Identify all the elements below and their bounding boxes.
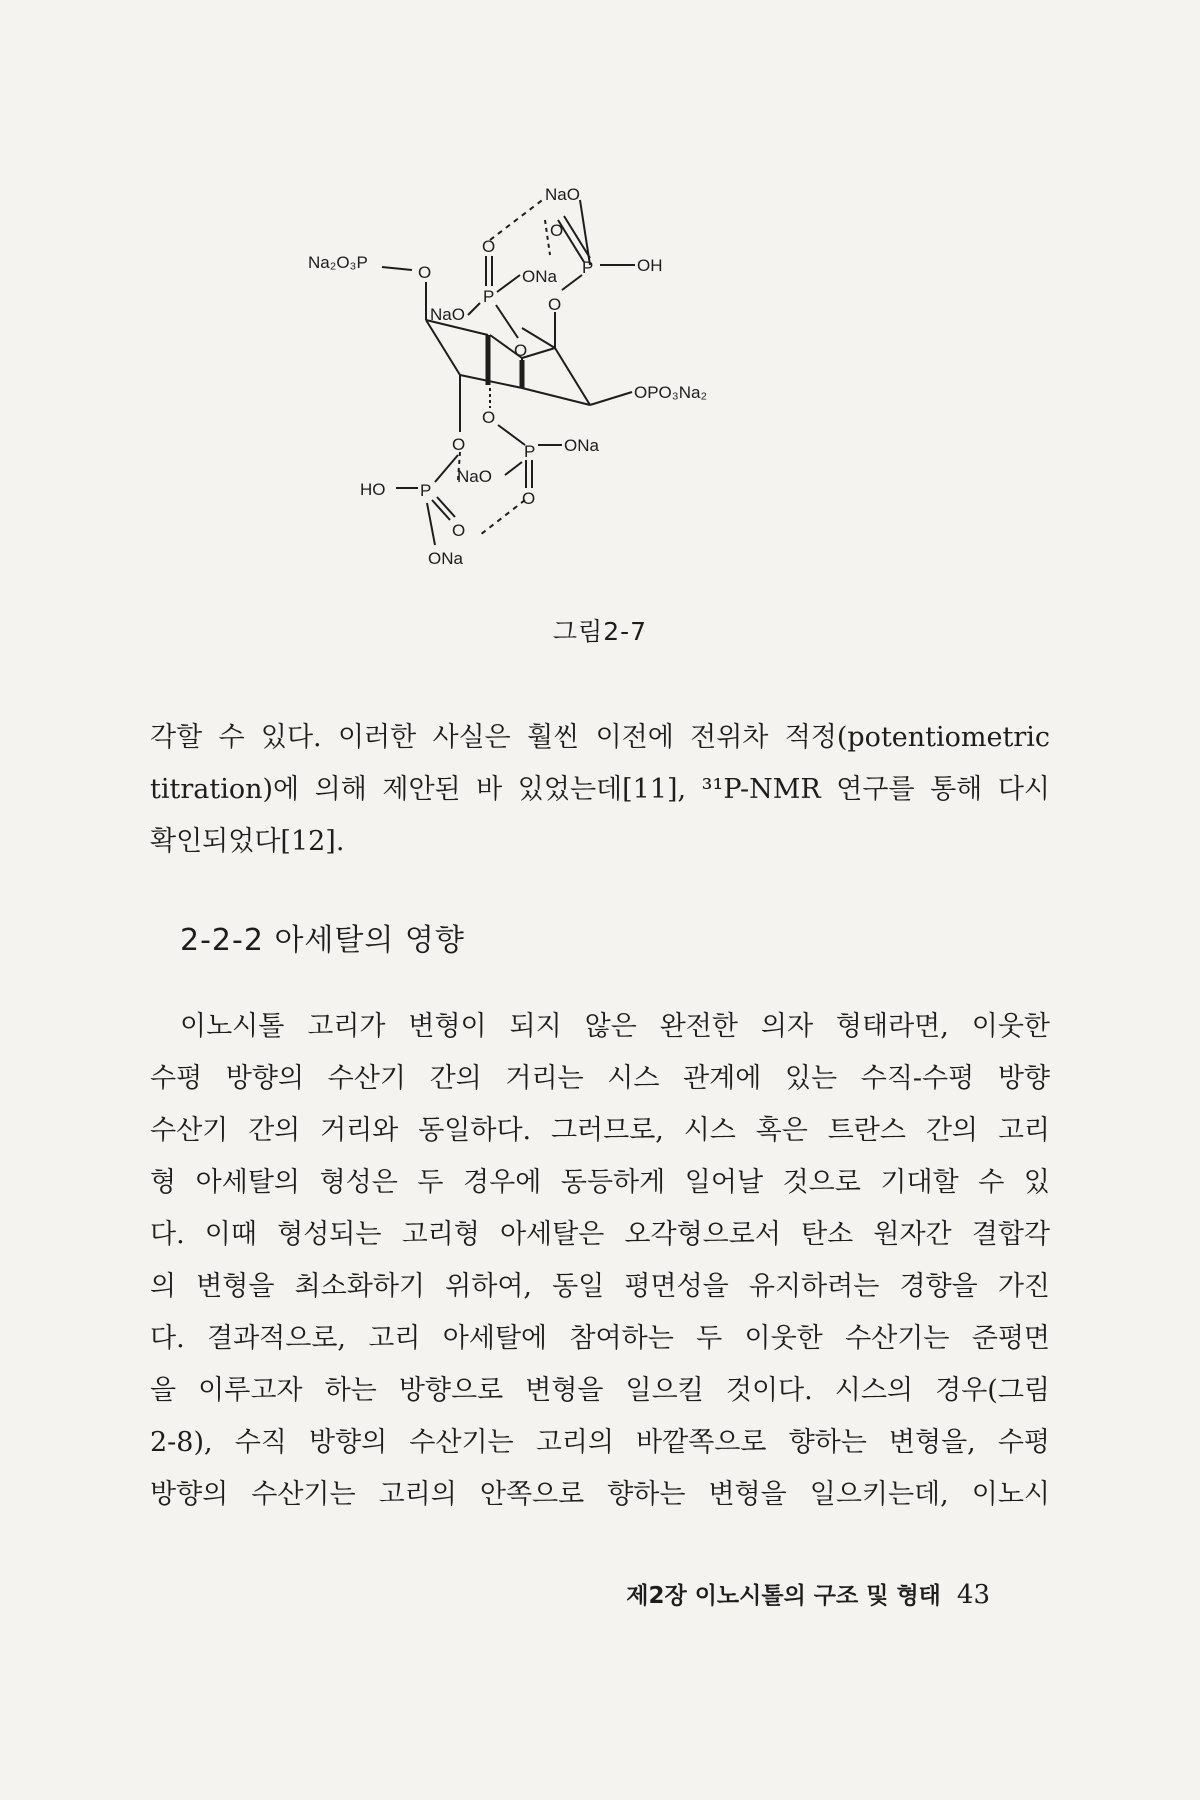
page-number: 43 [956,1580,990,1610]
label-ona-lower-right: ONa [564,436,599,455]
label-o-dbl-upper-right: O [550,221,564,240]
label-nao-top: NaO [545,185,580,204]
text-line: 수산기 간의 거리와 동일하다. 그러므로, 시스 혹은 트란스 간의 고리 [150,1115,1050,1146]
bond [505,462,522,475]
label-p-upper-right: P [582,258,594,277]
label-nao-lower: NaO [457,467,492,486]
label-oh: OH [637,256,663,275]
label-ona-upper: ONa [522,267,557,286]
text-line: 다. 결과적으로, 고리 아세탈에 참여하는 두 이웃한 수산기는 준평면 [150,1323,1050,1354]
label-o-ring-upper-mid: O [514,341,528,360]
bond [427,503,435,545]
label-ona-bottom: ONa [428,549,463,568]
label-o-dbl-upper-mid: O [482,237,496,256]
page-footer [626,1577,990,1610]
text-line: 형 아세탈의 형성은 두 경우에 동등하게 일어날 것으로 기대할 수 있 [150,1167,1050,1198]
label-o-ring-lower-left: O [452,435,466,454]
ring-bond [460,375,522,388]
text-line: 이노시톨 고리가 변형이 되지 않은 완전한 의자 형태라면, 이웃한 [180,1011,1050,1042]
text-line: 각할 수 있다. 이러한 사실은 훨씬 이전에 전위차 적정(potentiometric [150,722,1050,753]
text-line: 확인되었다[12]. [150,826,345,857]
label-o-center-lower: O [482,408,496,427]
text-line: 의 변형을 최소화하기 위하여, 동일 평면성을 유지하려는 경향을 가진 [150,1271,1050,1302]
text-line: 수평 방향의 수산기 간의 거리는 시스 관계에 있는 수직-수평 방향 [150,1063,1050,1094]
figure-caption: 그림2-7 [552,617,648,646]
chapter-title: 제2장 이노시톨의 구조 및 형태 [626,1583,941,1609]
bond [497,275,520,292]
bond [496,305,518,338]
bond [435,455,458,482]
text-line: 다. 이때 형성되는 고리형 아세탈은 오각형으로서 탄소 원자간 결합각 [150,1219,1050,1250]
label-o-left: O [418,263,432,282]
dashed-bond [490,198,545,240]
text-line: titration)에 의해 제안된 바 있었는데[11], ³¹P-NMR 연구를 통해 다시 [150,774,1050,805]
label-nao-upper: NaO [430,305,465,324]
bond [590,392,632,405]
bond [437,497,455,517]
label-o-dbl-lower-right: O [522,489,536,508]
bond [468,303,480,315]
chemical-structure-figure [300,170,860,640]
label-ho: HO [360,480,386,499]
paragraph-2 [150,1001,1050,1521]
label-o-dbl-lower-left: O [452,521,466,540]
text-line: 2-8), 수직 방향의 수산기는 고리의 바깥쪽으로 향하는 변형을, 수평 [150,1427,1050,1458]
ring-bond [522,388,590,405]
bond [498,425,525,445]
label-p-lower-left: P [420,481,432,500]
section-heading: 2-2-2 아세탈의 영향 [180,923,465,958]
dashed-bond [480,500,525,535]
paragraph-1 [150,712,1050,868]
bond [382,267,412,270]
bond [562,275,582,290]
text-line: 방향의 수산기는 고리의 안쪽으로 향하는 변형을 일으키는데, 이노시 [150,1479,1050,1510]
label-na2o3p: Na₂O₃P [308,253,368,272]
inositol-phosphate-structure [300,170,860,640]
label-p-upper-mid: P [483,287,495,306]
label-o-ring-upper-right: O [548,295,562,314]
bond [432,500,450,520]
ring-bond [426,320,460,375]
label-opo3na2: OPO₃Na₂ [634,383,708,402]
label-p-lower-right: P [524,442,536,461]
ring-bond [555,348,590,405]
text-line: 을 이루고자 하는 방향으로 변형을 일으킬 것이다. 시스의 경우(그림 [150,1375,1050,1406]
